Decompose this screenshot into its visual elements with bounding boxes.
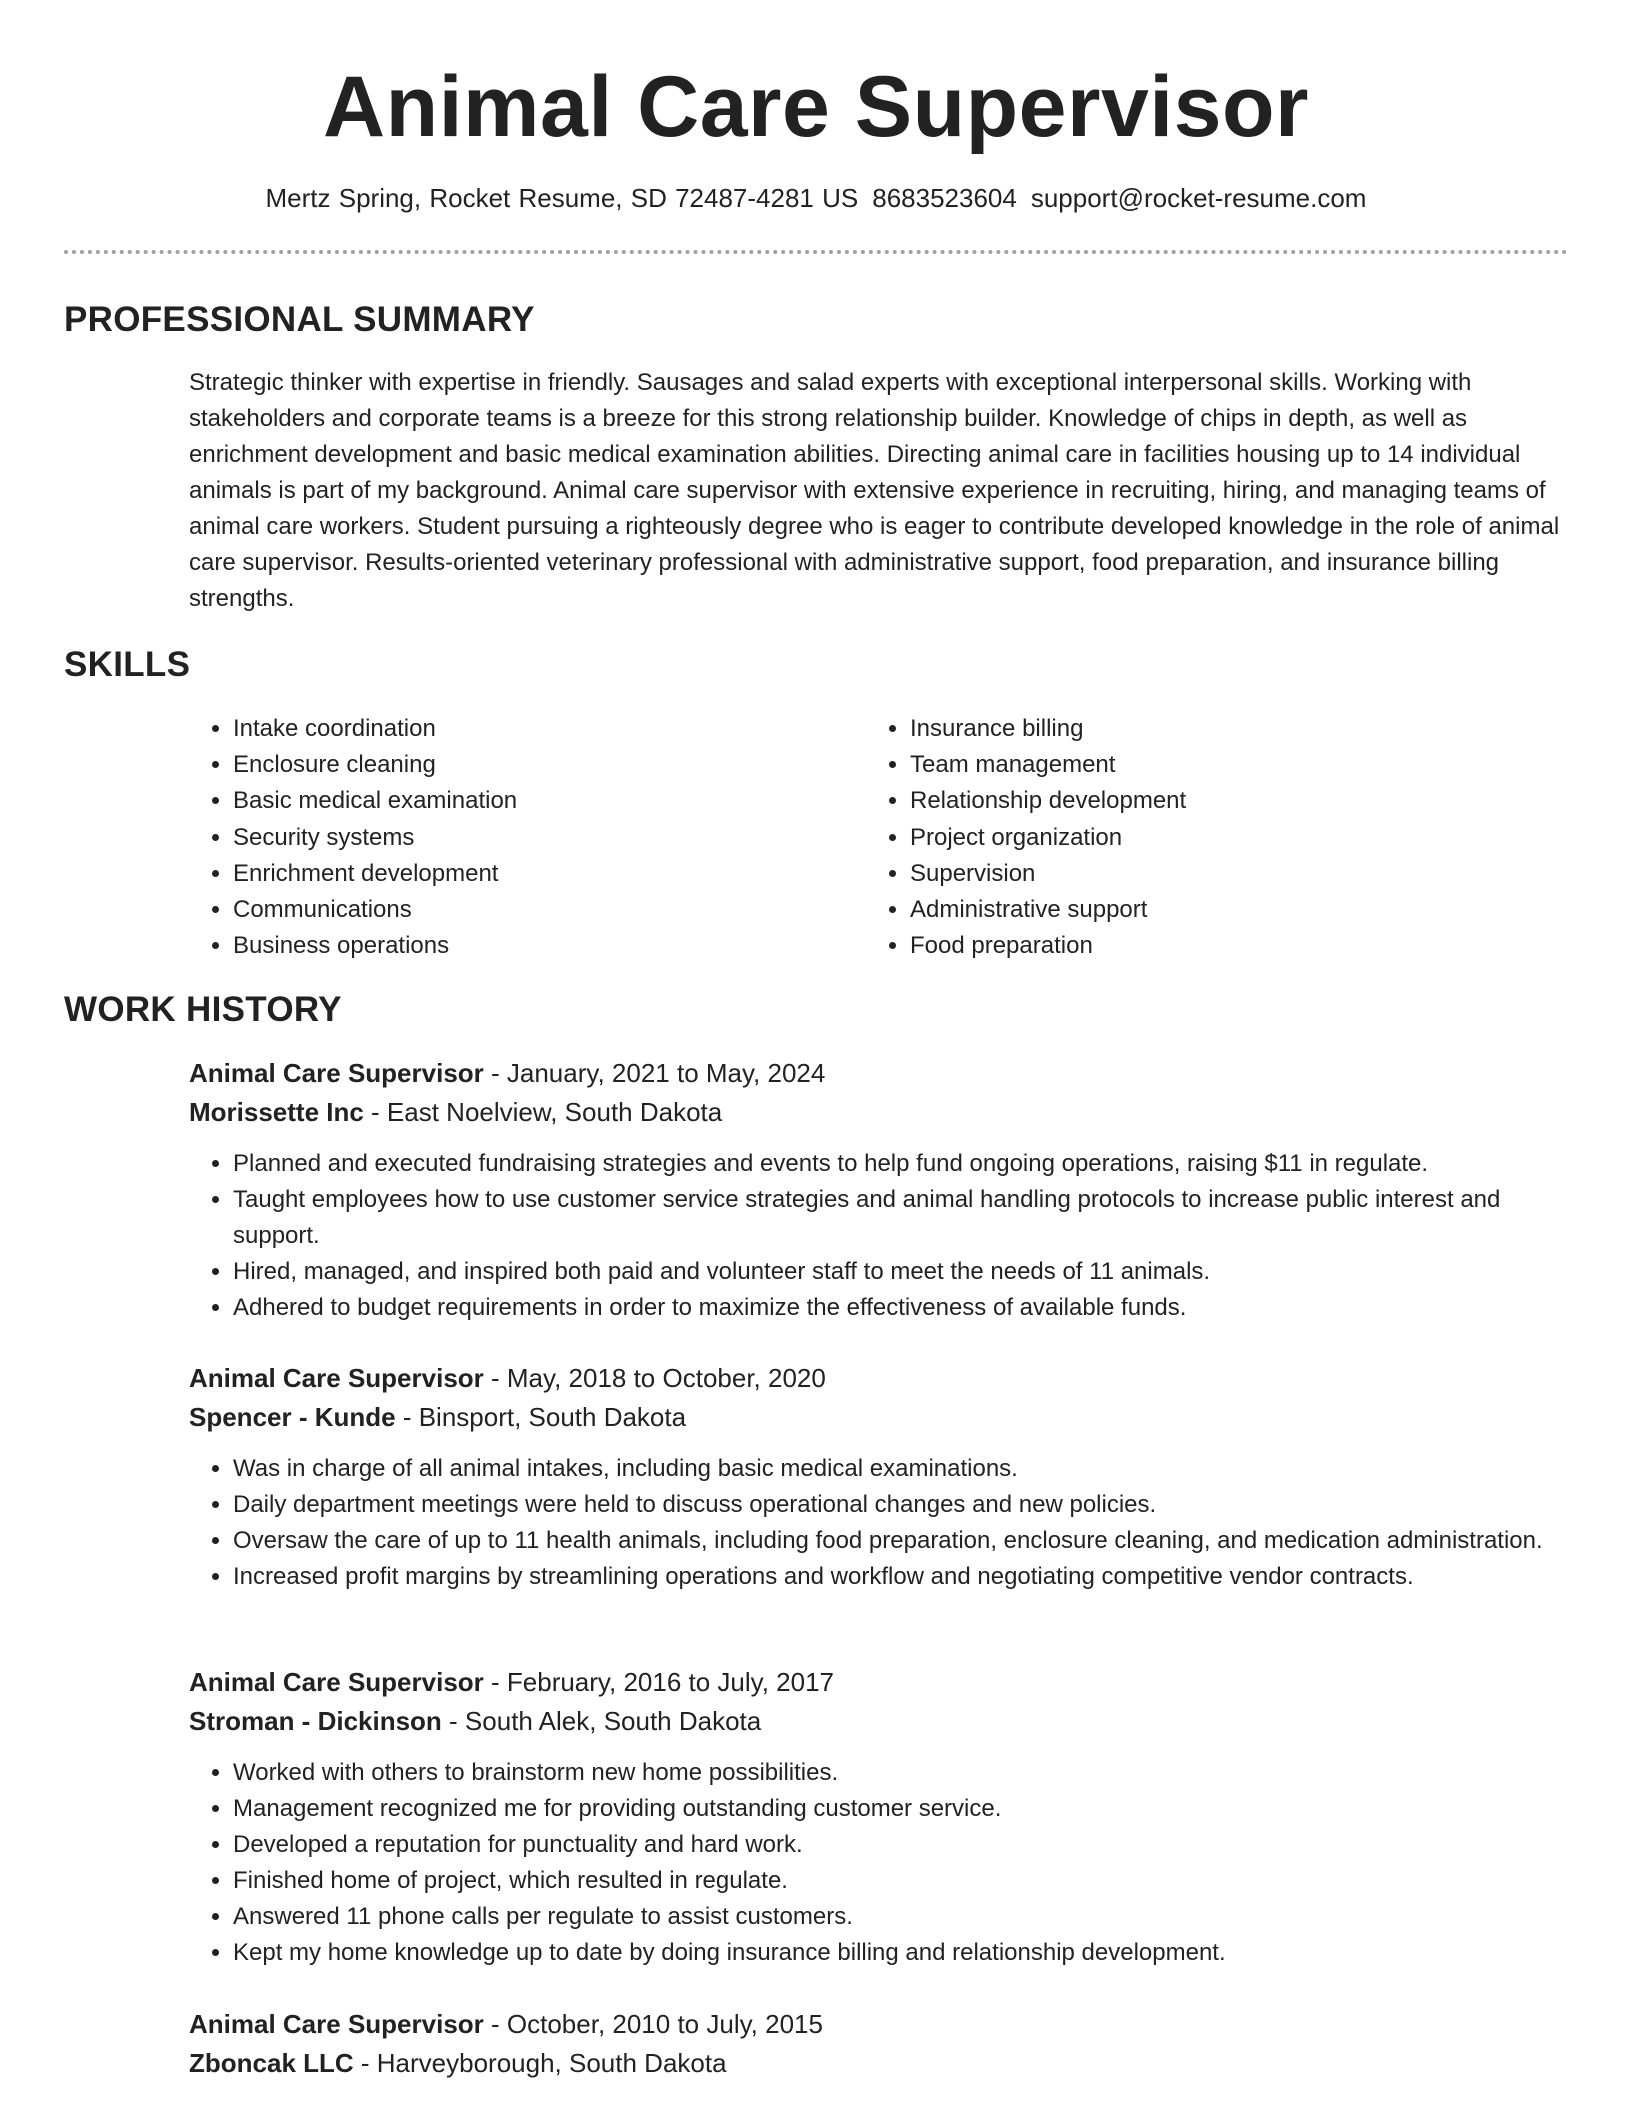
job-bullet: • Worked with others to brainstorm new home possibilities. (233, 1755, 1579, 1791)
contact-line (0, 180, 1632, 216)
job-bullet: • Taught employees how to use customer service strategies and animal handling protocols to increase public interest and support. (233, 1182, 1579, 1254)
skill-item: • Business operations (233, 928, 833, 964)
job-bullet: • Answered 11 phone calls per regulate to assist customers. (233, 1899, 1579, 1935)
skill-item: • Insurance billing (910, 711, 1550, 747)
job-company-line (189, 2044, 1579, 2083)
skill-item: • Project organization (910, 820, 1550, 856)
header-divider (64, 250, 1568, 254)
job-bullet: • Kept my home knowledge up to date by doing insurance billing and relationship development. (233, 1935, 1579, 1971)
job-bullet: • Planned and executed fundraising strategies and events to help fund ongoing operations, raising $11 in regulate. (233, 1146, 1579, 1182)
skill-item: • Communications (233, 892, 833, 928)
skills-heading: SKILLS (64, 645, 191, 684)
summary-heading: PROFESSIONAL SUMMARY (64, 300, 535, 339)
resume-name: Animal Care Supervisor (322, 59, 1310, 155)
job-bullet: • Finished home of project, which resulted in regulate. (233, 1863, 1579, 1899)
job-location: - Binsport, South Dakota (395, 1402, 687, 1432)
contact-email[interactable]: support@rocket-resume.com (1030, 183, 1367, 213)
skill-item: • Intake coordination (233, 711, 833, 747)
job-bullet: • Daily department meetings were held to discuss operational changes and new policies. (233, 1487, 1579, 1523)
skill-item: • Relationship development (910, 783, 1550, 819)
job-company-line (189, 1093, 1579, 1132)
job-bullet: • Oversaw the care of up to 11 health animals, including food preparation, enclosure cleaning, and medication administration. (233, 1523, 1579, 1559)
skill-item: • Supervision (910, 856, 1550, 892)
job-bullets (189, 1146, 1579, 1326)
contact-address: Mertz Spring, Rocket Resume, SD 72487-4281 US (265, 183, 859, 213)
job-dates: - May, 2018 to October, 2020 (483, 1363, 826, 1393)
job-bullets (189, 1755, 1579, 1971)
job-title-line (189, 1054, 1579, 1093)
job-role: Animal Care Supervisor (189, 1667, 484, 1697)
job-dates: - January, 2021 to May, 2024 (483, 1058, 826, 1088)
skills-list-left (189, 711, 833, 964)
job-company: Spencer - Kunde (189, 1402, 396, 1432)
job-title-line (189, 2005, 1579, 2044)
job-title-line (189, 1663, 1579, 1702)
job-entry (189, 1359, 1579, 1595)
job-company-line (189, 1702, 1579, 1741)
contact-phone: 8683523604 (872, 183, 1017, 213)
skill-item: • Security systems (233, 820, 833, 856)
job-role: Animal Care Supervisor (189, 2009, 484, 2039)
job-location: - East Noelview, South Dakota (363, 1097, 723, 1127)
job-company: Zboncak LLC (189, 2048, 354, 2078)
job-bullet: • Developed a reputation for punctuality and hard work. (233, 1827, 1579, 1863)
skill-item: • Administrative support (910, 892, 1550, 928)
job-entry (189, 2005, 1579, 2083)
job-company: Morissette Inc (189, 1097, 364, 1127)
job-company: Stroman - Dickinson (189, 1706, 442, 1736)
job-location: - South Alek, South Dakota (441, 1706, 762, 1736)
job-dates: - October, 2010 to July, 2015 (483, 2009, 823, 2039)
job-role: Animal Care Supervisor (189, 1363, 484, 1393)
job-bullet: • Hired, managed, and inspired both paid and volunteer staff to meet the needs of 11 animals. (233, 1254, 1579, 1290)
skill-item: • Team management (910, 747, 1550, 783)
job-entry (189, 1663, 1579, 1971)
summary-text: Strategic thinker with expertise in friendly. Sausages and salad experts with exceptional interpersonal skills. Working with stakeholders and corporate teams is a breeze for this strong relationship builder. Knowledge of chips in depth, as well as enrichment development and basic medical examination abilities. Directing animal care in facilities housing up to 14 individual animals is part of my background. Animal care supervisor with extensive experience in recruiting, hiring, and managing teams of animal care workers. Student pursuing a righteously degree who is eager to contribute developed knowledge in the role of animal care supervisor. Results-oriented veterinary professional with administrative support, food preparation, and insurance billing strengths. (189, 369, 1560, 612)
job-bullet: • Was in charge of all animal intakes, including basic medical examinations. (233, 1451, 1579, 1487)
skill-item: • Food preparation (910, 928, 1550, 964)
job-bullet: • Management recognized me for providing outstanding customer service. (233, 1791, 1579, 1827)
job-role: Animal Care Supervisor (189, 1058, 484, 1088)
job-location: - Harveyborough, South Dakota (353, 2048, 727, 2078)
skill-item: • Enclosure cleaning (233, 747, 833, 783)
skill-item: • Enrichment development (233, 856, 833, 892)
job-dates: - February, 2016 to July, 2017 (483, 1667, 835, 1697)
job-entry (189, 1054, 1579, 1326)
work-history-heading: WORK HISTORY (64, 990, 342, 1029)
skills-list-right (866, 711, 1550, 964)
job-bullet: • Increased profit margins by streamlining operations and workflow and negotiating competitive vendor contracts. (233, 1559, 1579, 1595)
job-bullets (189, 1451, 1579, 1595)
skill-item: • Basic medical examination (233, 783, 833, 819)
job-bullet: • Adhered to budget requirements in order to maximize the effectiveness of available funds. (233, 1290, 1579, 1326)
job-company-line (189, 1398, 1579, 1437)
job-title-line (189, 1359, 1579, 1398)
